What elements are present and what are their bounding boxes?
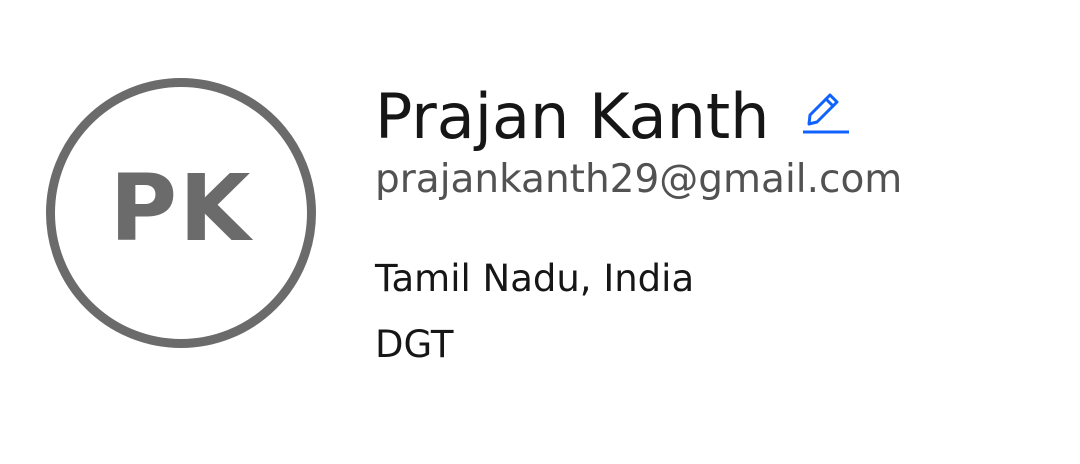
profile-email: prajankanth29@gmail.com	[375, 157, 903, 202]
profile-organization: DGT	[375, 323, 454, 366]
avatar	[46, 78, 316, 348]
profile-name: Prajan Kanth	[375, 80, 770, 153]
name-row	[375, 80, 851, 154]
edit-profile-button[interactable]	[799, 88, 851, 136]
pencil-edit-icon	[799, 88, 851, 136]
profile-location: Tamil Nadu, India	[375, 257, 695, 300]
avatar-initials: PK	[109, 155, 253, 262]
